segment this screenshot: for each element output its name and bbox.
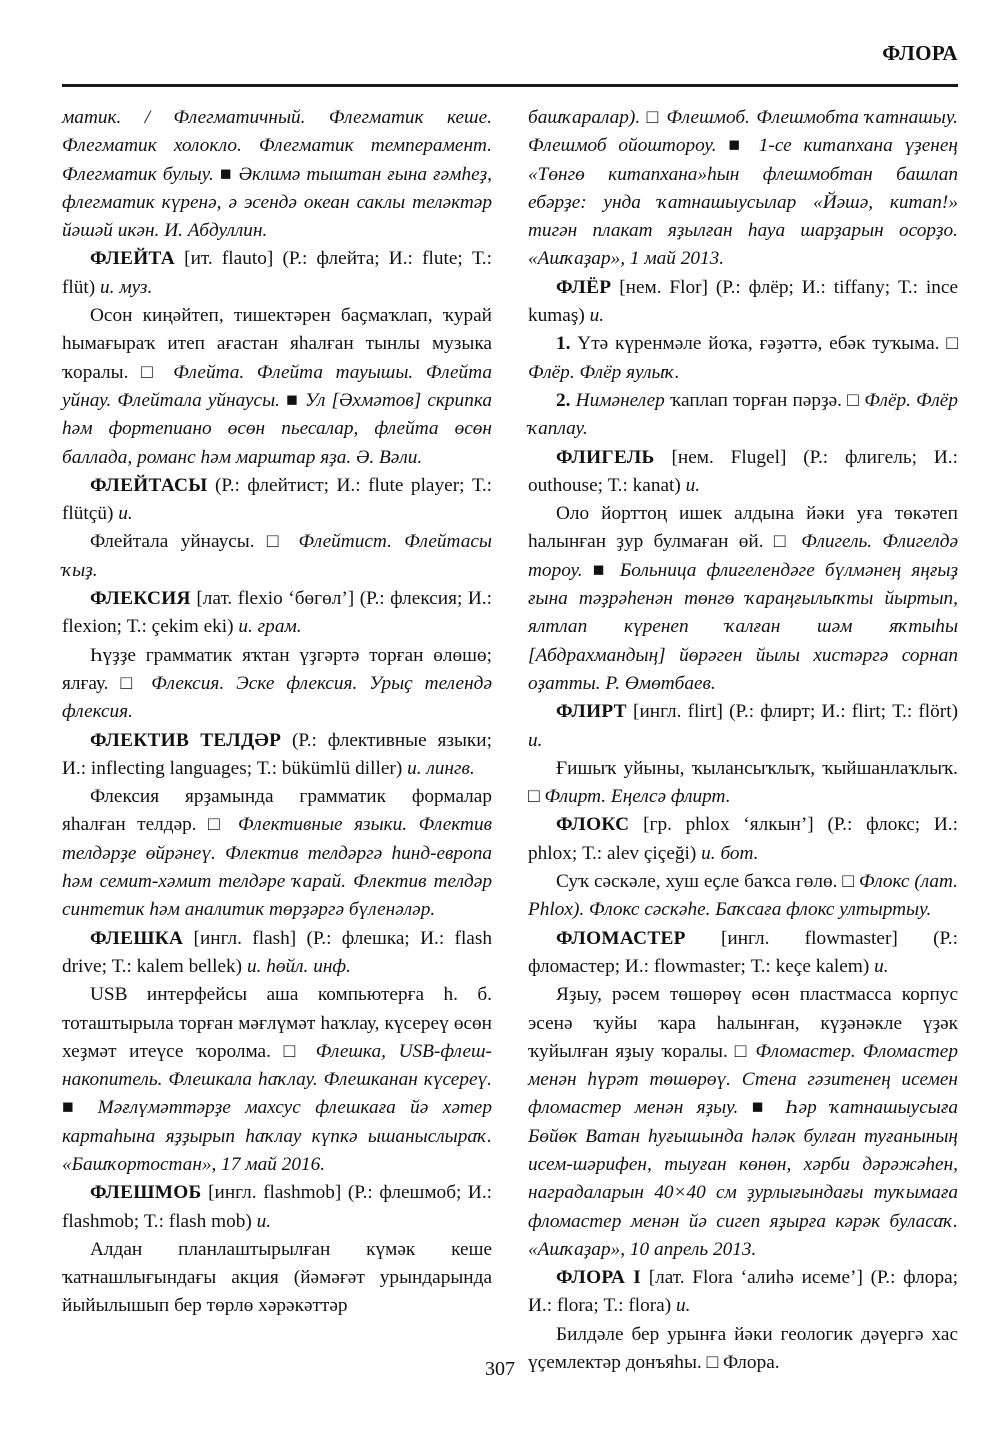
- citation: ■ Ул [Әхмәтов] скрипка һәм фортепиано өсөн пьесалар, флейта өсөн баллада, романс һәм марштар яҙа. Ә. Вәли.: [62, 389, 493, 468]
- definition: Осон киңәйтеп, тишектәрен баҫмаҡлап, ҡурай һымағыраҡ итеп ағастан яһалған тынлы музыка ҡоралы.: [62, 305, 492, 383]
- continuation-text: башҡаралар). □ Флешмоб. Флешмобта ҡатнашыу. Флешмоб ойоштороу. ■ 1-се китапхана үҙенең «Төнгө китапхана»һын флешмобтан башлап ебәрҙе: унда ҡатнашыусылар «Йәшә, китап!» тигән плакат яҙылған һауа шарҙарын осорҙо. «Ашҡаҙар», 1 май 2013.: [528, 107, 958, 270]
- grammar-label: и. грам.: [238, 616, 302, 638]
- headword: ФЛИРТ: [556, 701, 627, 723]
- definition: Оло йорттоң ишек алдына йәки уға төкәтеп һалынған ҙур булмаған өй.: [528, 503, 958, 553]
- definition: Үтә күренмәле йоҡа, ғәҙәттә, ебәк туҡыма.: [577, 333, 940, 355]
- entry-fleita-head: [62, 245, 492, 302]
- equivalents: (Р.: флективные языки; И.: inflecting languages; Т.: bükümlü diller): [62, 729, 492, 779]
- headword: ФЛОРА I: [556, 1267, 641, 1289]
- continuation-text: матик. / Флегматичный. Флегматик кеше. Флегматик холокло. Флегматик темперамент. Флегматик булыу. ■ Әклимә тыштан ғына ғәмһеҙ, флегматик күренә, ә эсендә океан саклы теләктәр йәшәй икән. И. Абдуллин.: [62, 107, 492, 242]
- equivalents: (Р.: флирт; И.: flirt; Т.: flört): [729, 701, 958, 723]
- definition: ҡаплап торған пәрҙә.: [669, 389, 842, 411]
- entry-fleksiya-body: [62, 642, 492, 727]
- grammar-label: и.: [528, 729, 543, 751]
- headword: ФЛЕШМОБ: [90, 1182, 202, 1204]
- sense-number: 1.: [556, 333, 571, 355]
- definition: Ғишыҡ уйыны, ҡылансыҡлыҡ, ҡыйшанлаҡлыҡ.: [556, 757, 958, 779]
- right-column: [528, 104, 958, 1377]
- etymology: [ингл. flashmob]: [208, 1182, 342, 1204]
- equivalents: (Р.: флешмоб; И.: flashmob; Т.: flash mob): [62, 1182, 493, 1232]
- left-column: [62, 104, 492, 1321]
- illustration: □ Флейтист. Флейтасы ҡыҙ.: [62, 531, 492, 581]
- illustration: □ Флексия. Эске флексия. Урыҫ телендә флексия.: [62, 672, 492, 723]
- illustration: □ Флокс (лат. Phlox). Флокс сәскәһе. Баҡсаға флокс ултыртыу.: [528, 871, 958, 921]
- etymology: [нем. Flor]: [619, 276, 708, 298]
- equivalents: (Р.: флёр; И.: tiffany; Т.: ince kumaş): [528, 276, 959, 327]
- etymology: [лат. flexio ‘бөгөл’]: [196, 588, 355, 610]
- entry-fleshmob-body: [62, 1236, 492, 1321]
- etymology: [ит. flauto]: [184, 248, 274, 270]
- grammar-label: и.: [685, 474, 701, 496]
- grammar-label: и. бот.: [701, 842, 759, 864]
- entry-continuation-fleshmob: [528, 104, 958, 274]
- definition: USB интерфейсы аша компьютерға һ. б. тоташтырыла торған мәғлүмәт һаҡлау, күсереү өсөн хеҙмәт итеүсе ҡоролма.: [62, 984, 492, 1062]
- headword: ФЛЕКСИЯ: [90, 588, 191, 610]
- equivalents: (Р.: флора; И.: flora; Т.: flora): [528, 1267, 958, 1317]
- entry-flirt-body: [528, 755, 958, 812]
- entry-flektiv-teldar-head: [62, 727, 492, 784]
- running-head-title: ФЛОРА: [882, 41, 958, 65]
- entry-floks-head: [528, 811, 958, 868]
- equivalents: (Р.: флешка; И.: flash drive; Т.: kalem bellek): [62, 927, 493, 977]
- definition-italic: Нимәнелер: [575, 389, 665, 411]
- equivalents: (Р.: флокс; И.: phlox; Т.: alev çiçeği): [528, 814, 958, 864]
- headword: ФЛЕКТИВ ТЕЛДӘР: [90, 729, 282, 751]
- entry-flomaster-head: [528, 925, 958, 982]
- illustration: □ Флешка, USB-флеш-накопитель. Флешкала һаҡлау. Флешканан күсереү.: [62, 1040, 492, 1091]
- grammar-label: и. муз.: [100, 276, 153, 298]
- headword: ФЛЕШКА: [90, 927, 184, 949]
- illustration: □ Флора.: [706, 1352, 780, 1374]
- illustration: □ Флёр. Флёр яулыҡ.: [528, 333, 958, 383]
- illustration: □ Флективные языки. Флектив телдәрҙе өйрәнеү. Флектив телдәргә һинд-европа һәм семит-хәмит телдәре ҡарай. Флектив телдәр синтетик һәм аналитик төрҙәргә бүленәләр.: [62, 814, 492, 921]
- entry-fleksiya-head: [62, 585, 492, 642]
- entry-fleshmob-head: [62, 1179, 492, 1236]
- etymology: [гр. phlox ‘ялкын’]: [643, 814, 814, 836]
- entry-fligel-body: [528, 500, 958, 698]
- headword: ФЛЁР: [556, 276, 612, 298]
- entry-flyor-head: [528, 274, 958, 331]
- equivalents: (Р.: флейта; И.: flute; Т.: flüt): [62, 248, 492, 298]
- grammar-label: и. һөйл. инф.: [246, 955, 351, 977]
- definition: Алдан планлаштырылған күмәк кеше ҡатнашлығындағы акция (йәмәғәт урындарында йыйылышып бер төрлө хәрәкәттәр: [62, 1238, 492, 1317]
- headword: ФЛОМАСТЕР: [556, 927, 686, 949]
- definition: Флейтала уйнаусы.: [90, 531, 255, 553]
- etymology: [лат. Flora ‘алиһә исеме’]: [648, 1267, 863, 1289]
- entry-fleshka-head: [62, 925, 492, 982]
- etymology: [нем. Flugel]: [671, 446, 787, 468]
- entry-flomaster-body: [528, 981, 958, 1264]
- grammar-label: и.: [256, 1210, 272, 1232]
- etymology: [ингл. flowmaster]: [721, 927, 898, 949]
- etymology: [ингл. flirt]: [633, 701, 723, 723]
- citation: ■ Мәғлүмәттәрҙе махсус флешкаға йә хәтер картаһына яҙҙырып һаҡлау күпкә ышаныслыраҡ. «Башҡортостан», 17 май 2016.: [62, 1097, 492, 1175]
- definition: Билдәле бер урынға йәки геологик дәүергә хас үҫемлектәр донъяһы.: [528, 1323, 958, 1374]
- headword: ФЛИГЕЛЬ: [556, 446, 655, 468]
- running-head: [62, 40, 958, 86]
- illustration: □ Флейта. Флейта тауышы. Флейта уйнау. Флейтала уйнаусы.: [62, 361, 492, 411]
- entry-fligel-head: [528, 444, 958, 501]
- illustration: □ Флигель. Флигелдә тороу.: [528, 531, 959, 581]
- sense-number: 2.: [556, 389, 571, 411]
- grammar-label: и.: [118, 503, 133, 525]
- equivalents: (Р.: флейтист; И.: flute player; Т.: flütçü): [62, 474, 492, 525]
- grammar-label: и.: [676, 1295, 691, 1317]
- headword: ФЛЕЙТА: [90, 248, 175, 270]
- etymology: [ингл. flash]: [193, 927, 297, 949]
- citation: ■ Больница флигелендәге бүлмәнең яңғыҙ ғына тәҙрәһенән төнгө ҡараңғылыҡты йыртып, ялтлап күренеп ҡалған шәм яҡтыһы [Абдрахмандың] йөрәген йылы хистәргә сорнап оҙатты. Р. Өмөтбаев.: [528, 559, 958, 694]
- definition: Яҙыу, рәсем төшөрөү өсөн пластмасса корпус эсенә ҡуйы ҡара һалынған, күҙәнәкле үҙәк ҡуйылған яҙыу ҡоралы.: [528, 984, 958, 1062]
- definition: Флексия ярҙамында грамматик формалар яһалған телдәр.: [62, 786, 492, 836]
- entry-fleitasy-head: [62, 472, 492, 529]
- entry-floks-body: [528, 868, 958, 925]
- grammar-label: и.: [874, 955, 889, 977]
- entry-flora-head: [528, 1264, 958, 1321]
- equivalents: (Р.: флигель; И.: outhouse; Т.: kanat): [528, 446, 958, 496]
- entry-flyor-sense-2: [528, 387, 958, 444]
- illustration: □ Фломастер. Фломастер менән һүрәт төшөрөү. Стена гәзитенең исемен фломастер менән яҙыу.: [528, 1040, 958, 1119]
- entry-flirt-head: [528, 698, 958, 755]
- illustration: □ Флёр. Флёр ҡаплау.: [528, 389, 958, 440]
- entry-fleshka-body: [62, 981, 492, 1179]
- grammar-label: и. лингв.: [407, 757, 475, 779]
- entry-flyor-sense-1: [528, 330, 958, 387]
- entry-fleita-body: [62, 302, 492, 472]
- page-number: 307: [485, 1358, 515, 1380]
- citation: ■ Һәр ҡатнашыусыға Бөйөк Ватан һуғышында һәләк булған туғанының исем-шәрифен, тыуған көнөн, хәрби дәрәжәһен, наградаларын 40×40 см ҙурлығындағы туҡымаға фломастер менән йә сигеп яҙырға кәрәк буласаҡ. «Ашҡаҙар», 10 апрель 2013.: [528, 1097, 958, 1260]
- equivalents: (Р.: фломастер; И.: flowmaster; Т.: keçe kalem): [528, 927, 958, 977]
- entry-continuation-flegmatik: [62, 104, 492, 245]
- headword: ФЛОКС: [556, 814, 630, 836]
- definition: Суҡ сәскәле, хуш еҫле баҡса гөлө.: [556, 871, 838, 893]
- illustration: □ Флирт. Еңелсә флирт.: [528, 786, 731, 808]
- equivalents: (Р.: флексия; И.: flexion; Т.: çekim eki): [62, 588, 492, 638]
- grammar-label: и.: [589, 305, 605, 327]
- headword: ФЛЕЙТАСЫ: [90, 474, 208, 496]
- definition: Һүҙҙе грамматик яҡтан үҙгәртә торған өлөшө; ялғау.: [62, 644, 492, 694]
- header-rule: [62, 84, 958, 87]
- entry-flektiv-teldar-body: [62, 783, 492, 924]
- entry-fleitasy-body: [62, 528, 492, 585]
